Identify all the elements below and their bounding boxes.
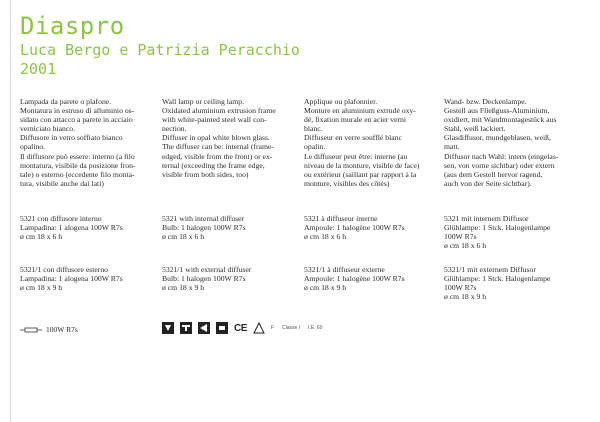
desc-line: Le diffuseur peut être: interne (au (304, 151, 408, 161)
variant-size: ø cm 18 x 9 h (304, 283, 347, 293)
variant-bulb-spec: 100W R7s (444, 283, 477, 293)
variant-bulb-spec: 100W R7s (444, 232, 477, 242)
desc-line: tura, visibile anche dai lati) (20, 178, 104, 188)
description (304, 97, 436, 188)
description (20, 97, 152, 188)
variant-external (444, 265, 584, 301)
column-italian (20, 97, 152, 293)
desc-line: Diffusore in vetro soffiato bianco (20, 133, 123, 143)
desc-line: niveau de la monture, visible de face) (304, 160, 420, 170)
variant-bulb: Lampadina: 1 alogena 100W R7s (20, 223, 123, 233)
variant-external (304, 265, 444, 292)
column-german (444, 97, 576, 302)
header (20, 12, 300, 78)
desc-line: visible from both sides, too) (162, 169, 249, 179)
variant-internal (162, 214, 302, 241)
variant-code: 5321/1 with external diffuser (162, 265, 252, 274)
desc-line: tale) o esterno (eccedente filo monta- (20, 169, 135, 179)
variant-external (162, 265, 302, 292)
desc-line: sen, von vorne sichtbar) oder extern (444, 160, 555, 170)
wall-mount-icon (162, 322, 174, 334)
light-direction-icon (198, 322, 210, 334)
variant-code: 5321/1 mit externem Diffusor (444, 265, 536, 274)
footer-symbols (20, 320, 580, 340)
desc-line: oxidiert, mit Wandmontagestück aus (444, 115, 557, 125)
class-label: Classe I (281, 325, 301, 331)
variant-bulb: Glühlampe: 1 Stck. Halogenlampe (444, 223, 551, 233)
ip-label: I.E. 60 (308, 325, 323, 331)
desc-line: Wall lamp or ceiling lamp. (162, 97, 244, 106)
desc-line: matt. (444, 142, 460, 152)
variant-code: 5321 mit internem Diffusor (444, 214, 529, 223)
desc-line: Applique ou plafonnier. (304, 97, 378, 106)
variant-size: ø cm 18 x 9 h (162, 283, 205, 293)
variant-internal (304, 214, 444, 241)
column-english (162, 97, 294, 293)
variant-bulb: Bulb: 1 halogen 100W R7s (162, 274, 246, 284)
desc-line: ou extérieur (saillant par rapport à la (304, 169, 417, 179)
variant-bulb: Glühlampe: 1 Stck. Halogenlampe (444, 274, 551, 284)
variant-code: 5321 à diffuseur interne (304, 214, 378, 223)
variant-internal (20, 214, 160, 241)
product-title: Diaspro (20, 12, 125, 40)
page-margin-rule (10, 0, 11, 422)
desc-line: monture, visibles des côtés) (304, 178, 390, 188)
ceiling-mount-icon (180, 322, 192, 334)
desc-line: Diffusor nach Wahl: intern (eingelas- (444, 151, 559, 161)
desc-line: Glasdiffusor, mundgeblasen, weiß, (444, 133, 551, 143)
desc-line: ternal (exceeding the frame edge, (162, 160, 265, 170)
desc-line: Montatura in estruso di alluminio os- (20, 106, 135, 116)
desc-line: Monture en aluminium extrudé oxy- (304, 106, 416, 116)
dimmer-icon (216, 322, 228, 334)
desc-line: (aus dem Gestell hervor ragend, (444, 169, 543, 179)
desc-line: with white-painted steel wall con- (162, 115, 267, 125)
f-mark-icon (253, 322, 265, 334)
desc-line: auch von der Seite sichtbar). (444, 178, 532, 188)
year: 2001 (20, 60, 57, 78)
lamp-spec (20, 325, 78, 334)
variant-size: ø cm 18 x 9 h (20, 283, 63, 293)
description (162, 97, 294, 179)
variant-bulb: Ampoule: 1 halogène 100W R7s (304, 274, 405, 284)
desc-line: verniciato bianco. (20, 124, 76, 134)
desc-line: nection. (162, 124, 187, 134)
variant-bulb: Lampadina: 1 alogena 100W R7s (20, 274, 123, 284)
desc-line: Il diffusore può essere: interno (a filo (20, 151, 135, 161)
desc-line: Gestell aus Fließguss-Aluminium, (444, 106, 550, 116)
lamp-spec-label: 100W R7s (46, 325, 78, 334)
halogen-bulb-icon (20, 327, 42, 333)
column-french (304, 97, 436, 293)
desc-line: edged, visible from the front) or ex- (162, 151, 273, 161)
variant-size: ø cm 18 x 6 h (304, 232, 347, 242)
desc-line: Lampada da parete o plafone. (20, 97, 112, 106)
variant-size: ø cm 18 x 6 h (444, 241, 487, 251)
desc-line: Oxidated aluminium extrusion frame (162, 106, 276, 116)
variant-code: 5321 con diffusore interno (20, 214, 102, 223)
variant-size: ø cm 18 x 6 h (162, 232, 205, 242)
desc-line: Stahl, weiß lackiert. (444, 124, 506, 134)
desc-line: opalino. (20, 142, 45, 152)
desc-line: Wand- bzw. Deckenlampe. (444, 97, 527, 106)
desc-line: blanc. (304, 124, 323, 134)
variant-code: 5321/1 à diffuseur externe (304, 265, 385, 274)
desc-line: dé, fixation murale en acier verni (304, 115, 407, 125)
desc-line: opalin. (304, 142, 326, 152)
variant-code: 5321/1 con diffusore esterno (20, 265, 109, 274)
certification-marks (162, 322, 322, 334)
variant-external (20, 265, 160, 292)
desc-line: sidato con attacco a parete in acciaio (20, 115, 133, 125)
ce-mark: CE (234, 322, 247, 334)
f-mark-letter: F (270, 325, 274, 331)
variant-bulb: Ampoule: 1 halogène 100W R7s (304, 223, 405, 233)
variant-internal (444, 214, 584, 250)
variant-size: ø cm 18 x 6 h (20, 232, 63, 242)
designers: Luca Bergo e Patrizia Peracchio (20, 41, 300, 59)
variant-bulb: Bulb: 1 halogen 100W R7s (162, 223, 246, 233)
variant-size: ø cm 18 x 9 h (444, 292, 487, 302)
variant-code: 5321 with internal diffuser (162, 214, 245, 223)
desc-line: Diffuseur en verre soufflé blanc (304, 133, 402, 143)
desc-line: The diffuser can be: internal (frame- (162, 142, 274, 152)
desc-line: Diffuser in opal white blown glass. (162, 133, 270, 143)
description (444, 97, 576, 188)
desc-line: montatura, visibile da posizione fron- (20, 160, 136, 170)
